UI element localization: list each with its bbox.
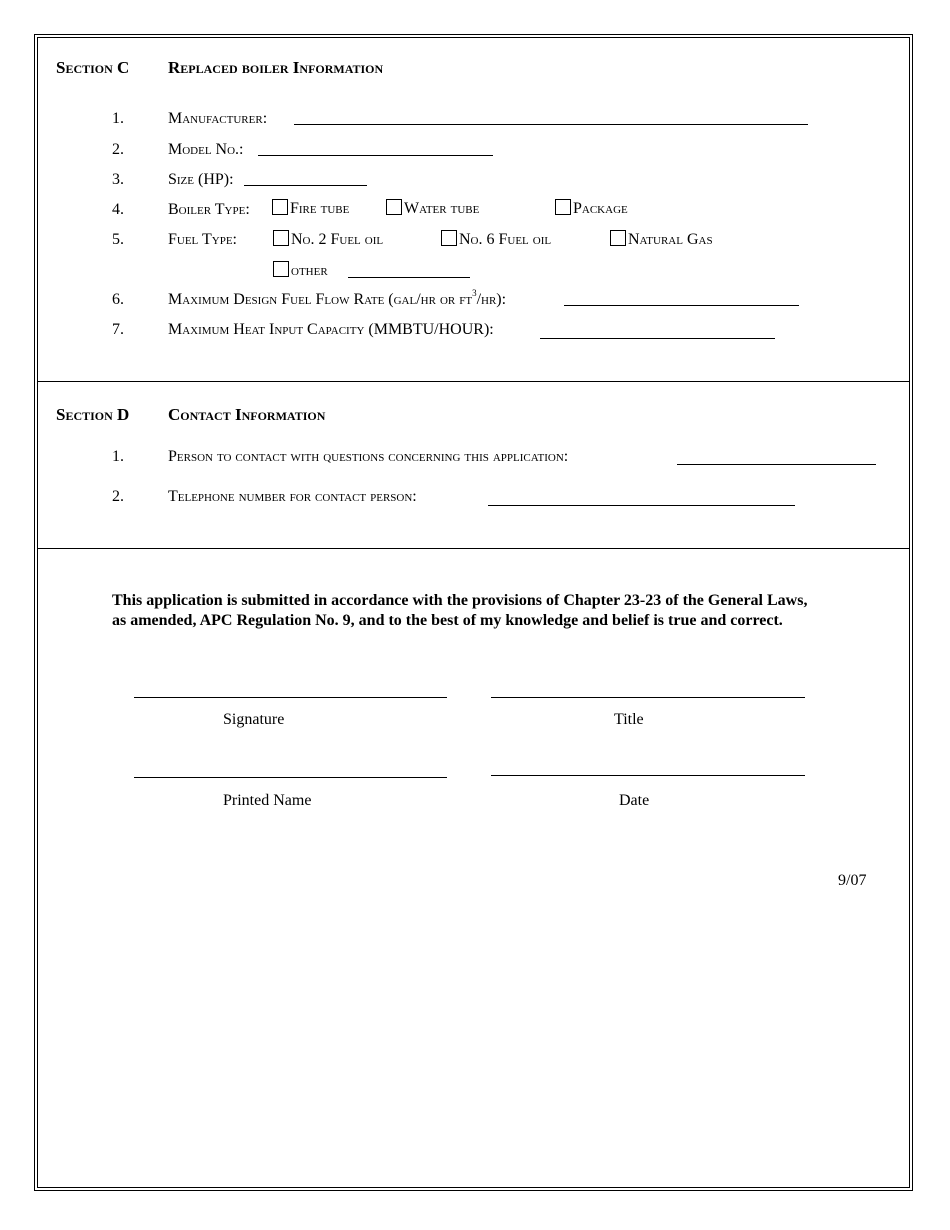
contact-person-label: Person to contact with questions concerning this application: bbox=[168, 448, 569, 465]
section-d-label: Section D bbox=[56, 405, 130, 424]
date-caption: Date bbox=[619, 792, 650, 809]
checkbox-icon[interactable] bbox=[273, 261, 289, 277]
option-label: Package bbox=[573, 200, 628, 217]
date-field[interactable] bbox=[491, 775, 805, 776]
telephone-label: Telephone number for contact person: bbox=[168, 488, 417, 505]
boiler-type-package[interactable] bbox=[555, 199, 628, 218]
fuel-type-no6[interactable] bbox=[441, 230, 551, 249]
item-number: 2. bbox=[112, 488, 124, 505]
checkbox-icon[interactable] bbox=[610, 230, 626, 246]
max-fuel-flow-field[interactable] bbox=[564, 305, 799, 306]
title-field[interactable] bbox=[491, 697, 805, 698]
label-text: /hr): bbox=[476, 291, 507, 308]
option-label: Fire tube bbox=[290, 200, 350, 217]
option-label: other bbox=[291, 263, 328, 279]
certification-statement-line2: as amended, APC Regulation No. 9, and to the best of my knowledge and belief is true and correct. bbox=[112, 612, 783, 629]
printed-name-caption: Printed Name bbox=[223, 792, 312, 809]
checkbox-icon[interactable] bbox=[441, 230, 457, 246]
contact-person-field[interactable] bbox=[677, 464, 876, 465]
boiler-type-water-tube[interactable] bbox=[386, 199, 479, 218]
size-field[interactable] bbox=[244, 185, 367, 186]
max-heat-input-label: Maximum Heat Input Capacity (MMBTU/HOUR): bbox=[168, 321, 494, 338]
max-fuel-flow-label bbox=[168, 287, 507, 309]
item-number: 7. bbox=[112, 321, 124, 338]
section-c-label: Section C bbox=[56, 58, 130, 77]
telephone-field[interactable] bbox=[488, 505, 795, 506]
signature-field[interactable] bbox=[134, 697, 447, 698]
boiler-type-fire-tube[interactable] bbox=[272, 199, 349, 218]
item-number: 4. bbox=[112, 201, 124, 218]
item-number: 3. bbox=[112, 171, 124, 188]
section-divider bbox=[38, 548, 910, 549]
option-label: Natural Gas bbox=[628, 231, 713, 248]
title-caption: Title bbox=[614, 711, 644, 728]
max-heat-input-field[interactable] bbox=[540, 338, 775, 339]
checkbox-icon[interactable] bbox=[272, 199, 288, 215]
fuel-type-label: Fuel Type: bbox=[168, 231, 237, 248]
fuel-type-other[interactable] bbox=[273, 261, 328, 280]
model-no-label: Model No.: bbox=[168, 141, 244, 158]
manufacturer-field[interactable] bbox=[294, 124, 808, 125]
signature-caption: Signature bbox=[223, 711, 285, 728]
item-number: 1. bbox=[112, 448, 124, 465]
item-number: 1. bbox=[112, 110, 124, 127]
size-label: Size (HP): bbox=[168, 171, 234, 188]
superscript: 3 bbox=[472, 287, 477, 298]
fuel-type-natural-gas[interactable] bbox=[610, 230, 713, 249]
label-text: Maximum Design Fuel Flow Rate (gal/hr or ft bbox=[168, 291, 473, 308]
section-divider bbox=[38, 381, 910, 382]
fuel-type-no2[interactable] bbox=[273, 230, 383, 249]
option-label: No. 2 Fuel oil bbox=[291, 231, 384, 248]
section-c-title: Replaced boiler Information bbox=[168, 58, 384, 77]
certification-statement-line1: This application is submitted in accordance with the provisions of Chapter 23-23 of the General Laws, bbox=[112, 592, 808, 609]
item-number: 2. bbox=[112, 141, 124, 158]
boiler-type-label: Boiler Type: bbox=[168, 201, 250, 218]
item-number: 5. bbox=[112, 231, 124, 248]
manufacturer-label: Manufacturer: bbox=[168, 110, 268, 127]
item-number: 6. bbox=[112, 291, 124, 308]
section-d-title: Contact Information bbox=[168, 405, 326, 424]
printed-name-field[interactable] bbox=[134, 777, 447, 778]
model-no-field[interactable] bbox=[258, 155, 493, 156]
option-label: Water tube bbox=[404, 200, 480, 217]
checkbox-icon[interactable] bbox=[273, 230, 289, 246]
checkbox-icon[interactable] bbox=[386, 199, 402, 215]
fuel-type-other-field[interactable] bbox=[348, 277, 470, 278]
checkbox-icon[interactable] bbox=[555, 199, 571, 215]
revision-date: 9/07 bbox=[838, 872, 867, 889]
option-label: No. 6 Fuel oil bbox=[459, 231, 552, 248]
